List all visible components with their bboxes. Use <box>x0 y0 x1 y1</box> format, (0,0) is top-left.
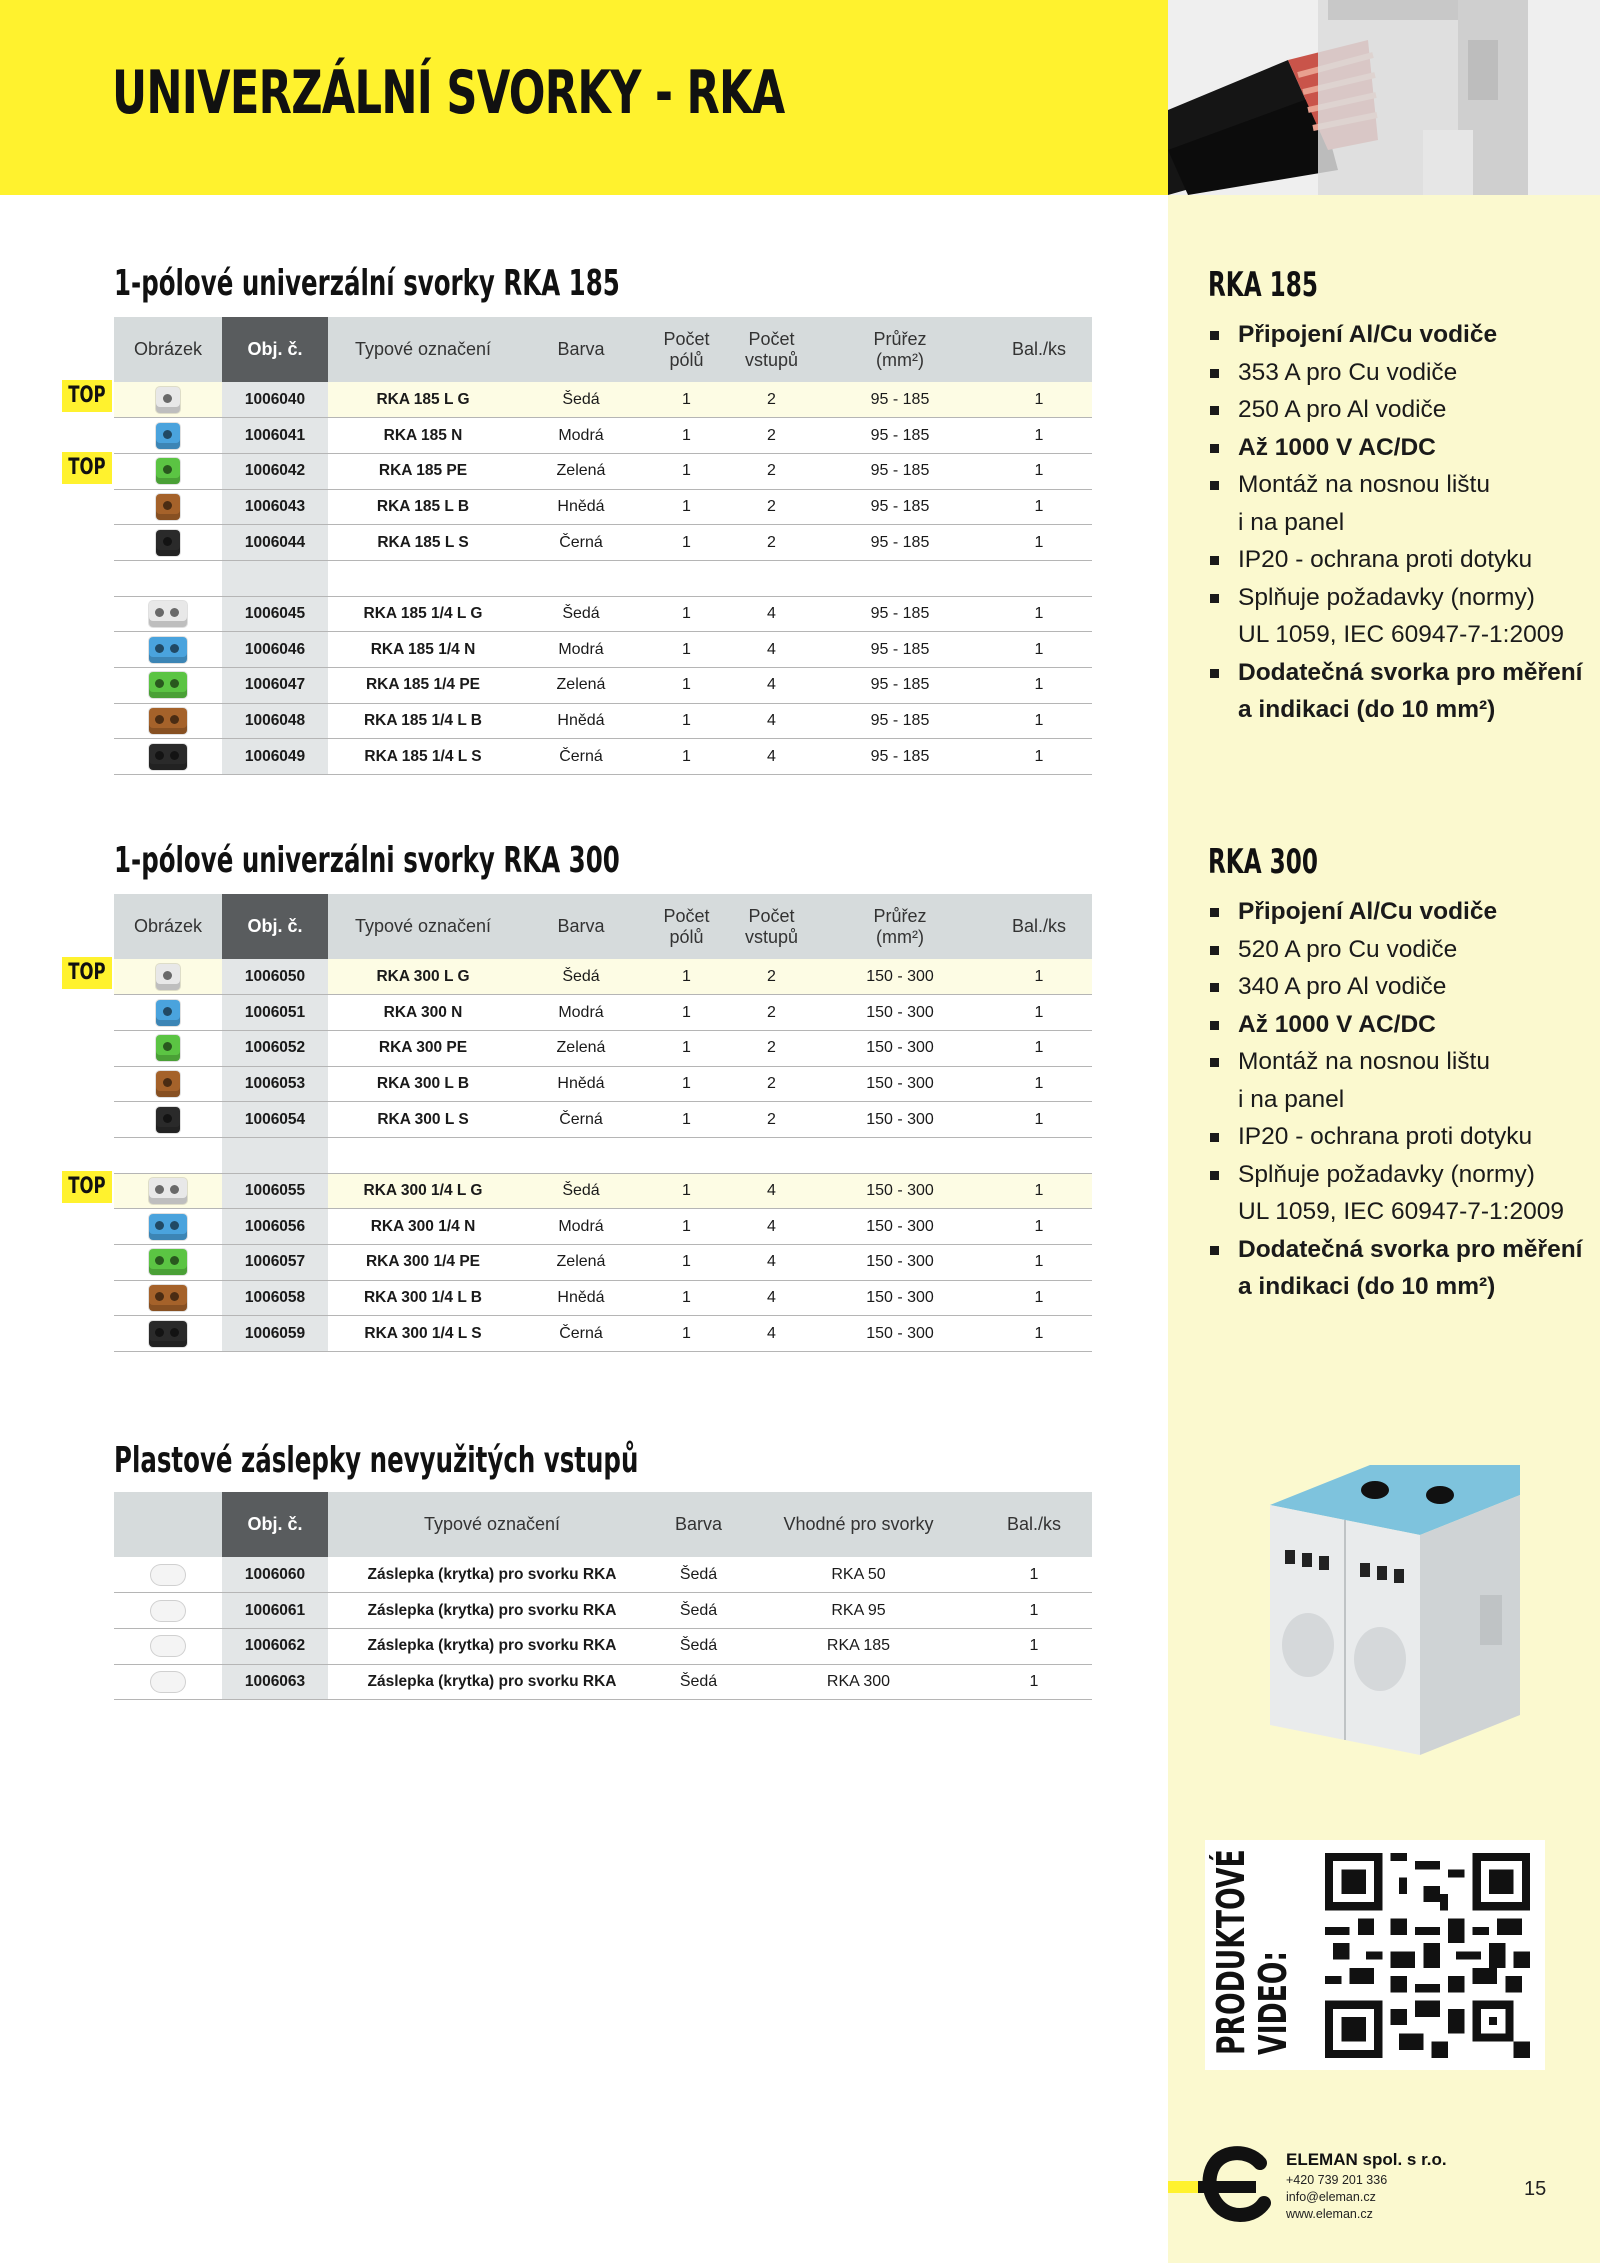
cell-pack: 1 <box>986 418 1092 454</box>
product-thumbnail <box>114 418 222 454</box>
product-thumbnail <box>114 1030 222 1066</box>
caps-section-title: Plastové záslepky nevyužitých vstupů <box>114 1440 639 1481</box>
table-row <box>114 1664 1092 1700</box>
cell-color: Zelená <box>518 453 644 489</box>
table-row <box>114 596 1092 632</box>
col-type: Typové označení <box>328 894 518 959</box>
table-row <box>114 382 1092 418</box>
cell-color: Šedá <box>518 959 644 995</box>
cell-poles: 1 <box>644 453 729 489</box>
cell-color: Zelená <box>518 668 644 704</box>
spec-item-continuation: i na panel <box>1238 1085 1345 1113</box>
spec-item: IP20 - ochrana proti dotyku <box>1208 1118 1582 1156</box>
table-row <box>114 632 1092 668</box>
cell-type: RKA 185 1/4 L B <box>328 703 518 739</box>
table-row <box>114 1280 1092 1316</box>
company-phone: +420 739 201 336 <box>1286 2173 1388 2187</box>
col-color: Barva <box>656 1492 741 1557</box>
cell-poles: 1 <box>644 1030 729 1066</box>
col-pack: Bal./ks <box>986 894 1092 959</box>
cell-pack: 1 <box>986 1245 1092 1281</box>
col-code: Obj. č. <box>222 317 328 382</box>
cell-color: Hnědá <box>518 1280 644 1316</box>
company-name: ELEMAN spol. s r.o. <box>1286 2150 1447 2169</box>
cell-poles: 1 <box>644 703 729 739</box>
cell-inputs: 4 <box>729 739 814 775</box>
cell-code: 1006046 <box>222 632 328 668</box>
product-thumbnail <box>114 1245 222 1281</box>
table-row <box>114 1593 1092 1629</box>
spec-item: 353 A pro Cu vodiče <box>1208 354 1582 392</box>
rka185-spec-title: RKA 185 <box>1208 265 1318 305</box>
cell-type: RKA 300 N <box>328 995 518 1031</box>
col-type: Typové označení <box>328 1492 656 1557</box>
cell-cross-section: 95 - 185 <box>814 418 986 454</box>
cell-cross-section: 95 - 185 <box>814 632 986 668</box>
cell-cross-section: 95 - 185 <box>814 525 986 561</box>
cell-inputs: 4 <box>729 632 814 668</box>
rka300-spec-title: RKA 300 <box>1208 842 1318 882</box>
cell-poles: 1 <box>644 632 729 668</box>
product-thumbnail <box>114 1593 222 1629</box>
product-thumbnail <box>114 596 222 632</box>
cell-code: 1006048 <box>222 703 328 739</box>
product-thumbnail <box>114 1280 222 1316</box>
cell-type: RKA 300 1/4 L B <box>328 1280 518 1316</box>
table-row <box>114 1102 1092 1138</box>
cell-code: 1006062 <box>222 1628 328 1664</box>
col-color: Barva <box>518 317 644 382</box>
cell-type: RKA 185 PE <box>328 453 518 489</box>
cell-color: Šedá <box>656 1628 741 1664</box>
cell-type: Záslepka (krytka) pro svorku RKA <box>328 1628 656 1664</box>
col-type: Typové označení <box>328 317 518 382</box>
cell-cross-section: 150 - 300 <box>814 1245 986 1281</box>
cell-inputs: 4 <box>729 1316 814 1352</box>
table-row <box>114 418 1092 454</box>
cell-inputs: 4 <box>729 703 814 739</box>
cell-color: Šedá <box>518 596 644 632</box>
cell-type: RKA 300 1/4 PE <box>328 1245 518 1281</box>
rka300-table <box>114 894 1092 1352</box>
col-cross-section: Průřez (mm²) <box>814 317 986 382</box>
cell-type: RKA 300 L B <box>328 1066 518 1102</box>
spec-item-continuation: a indikaci (do 10 mm²) <box>1238 696 1496 723</box>
cell-fit: RKA 95 <box>741 1593 976 1629</box>
cell-type: Záslepka (krytka) pro svorku RKA <box>328 1593 656 1629</box>
cell-color: Šedá <box>656 1593 741 1629</box>
product-thumbnail <box>114 1316 222 1352</box>
cell-poles: 1 <box>644 739 729 775</box>
cell-pack: 1 <box>976 1593 1092 1629</box>
top-badge: TOP <box>62 452 112 484</box>
cell-pack: 1 <box>986 668 1092 704</box>
cell-cross-section: 150 - 300 <box>814 1102 986 1138</box>
product-thumbnail <box>114 1557 222 1593</box>
cell-poles: 1 <box>644 668 729 704</box>
cell-poles: 1 <box>644 1102 729 1138</box>
spec-item: Připojení Al/Cu vodiče <box>1208 893 1582 931</box>
cell-inputs: 4 <box>729 1245 814 1281</box>
cell-pack: 1 <box>986 1280 1092 1316</box>
cell-pack: 1 <box>986 525 1092 561</box>
product-thumbnail <box>114 1066 222 1102</box>
cell-code: 1006060 <box>222 1557 328 1593</box>
spec-item: 250 A pro Al vodiče <box>1208 391 1582 429</box>
cell-inputs: 2 <box>729 959 814 995</box>
cell-poles: 1 <box>644 489 729 525</box>
header-product-photo <box>1168 0 1600 195</box>
cell-code: 1006052 <box>222 1030 328 1066</box>
cell-inputs: 4 <box>729 1280 814 1316</box>
cell-type: RKA 300 1/4 L G <box>328 1173 518 1209</box>
cell-color: Hnědá <box>518 703 644 739</box>
product-thumbnail <box>114 1173 222 1209</box>
cell-pack: 1 <box>986 489 1092 525</box>
table-row <box>114 1030 1092 1066</box>
spec-item: Montáž na nosnou lištu <box>1208 1043 1582 1081</box>
cell-pack: 1 <box>986 1209 1092 1245</box>
page-number: 15 <box>1524 2178 1547 2200</box>
cell-inputs: 2 <box>729 1102 814 1138</box>
spec-item: Až 1000 V AC/DC <box>1208 429 1582 467</box>
cell-color: Modrá <box>518 632 644 668</box>
cell-color: Modrá <box>518 1209 644 1245</box>
cell-color: Hnědá <box>518 1066 644 1102</box>
cell-code: 1006047 <box>222 668 328 704</box>
cell-code: 1006050 <box>222 959 328 995</box>
cell-pack: 1 <box>986 1030 1092 1066</box>
cell-code: 1006061 <box>222 1593 328 1629</box>
cell-pack: 1 <box>986 632 1092 668</box>
cell-cross-section: 150 - 300 <box>814 1209 986 1245</box>
col-pack: Bal./ks <box>976 1492 1092 1557</box>
cell-poles: 1 <box>644 596 729 632</box>
cell-color: Šedá <box>518 382 644 418</box>
company-email[interactable]: info@eleman.cz <box>1286 2190 1376 2204</box>
cell-color: Černá <box>518 739 644 775</box>
cell-cross-section: 150 - 300 <box>814 995 986 1031</box>
cell-color: Hnědá <box>518 489 644 525</box>
cell-color: Modrá <box>518 995 644 1031</box>
cell-poles: 1 <box>644 1245 729 1281</box>
product-thumbnail <box>114 1209 222 1245</box>
cell-inputs: 2 <box>729 418 814 454</box>
table-row <box>114 453 1092 489</box>
product-thumbnail <box>114 489 222 525</box>
cell-pack: 1 <box>986 453 1092 489</box>
table-row <box>114 995 1092 1031</box>
spec-item: 520 A pro Cu vodiče <box>1208 931 1582 969</box>
cell-pack: 1 <box>986 382 1092 418</box>
cell-cross-section: 95 - 185 <box>814 453 986 489</box>
cell-type: RKA 300 1/4 L S <box>328 1316 518 1352</box>
cell-poles: 1 <box>644 1280 729 1316</box>
cell-type: RKA 300 L S <box>328 1102 518 1138</box>
product-thumbnail <box>114 1628 222 1664</box>
spec-item-continuation: a indikaci (do 10 mm²) <box>1238 1273 1496 1300</box>
col-color: Barva <box>518 894 644 959</box>
cell-cross-section: 150 - 300 <box>814 1316 986 1352</box>
table-row <box>114 1557 1092 1593</box>
cell-inputs: 4 <box>729 668 814 704</box>
cell-code: 1006045 <box>222 596 328 632</box>
cell-cross-section: 150 - 300 <box>814 1173 986 1209</box>
page-title: UNIVERZÁLNÍ SVORKY - RKA <box>112 58 785 128</box>
cell-code: 1006054 <box>222 1102 328 1138</box>
spec-item: Montáž na nosnou lištu <box>1208 466 1582 504</box>
cell-code: 1006063 <box>222 1664 328 1700</box>
cell-cross-section: 95 - 185 <box>814 596 986 632</box>
col-fit: Vhodné pro svorky <box>741 1492 976 1557</box>
rka185-spec-list <box>1208 316 1582 729</box>
cell-pack: 1 <box>986 1102 1092 1138</box>
cell-code: 1006053 <box>222 1066 328 1102</box>
cell-color: Šedá <box>656 1664 741 1700</box>
cell-code: 1006058 <box>222 1280 328 1316</box>
cell-type: RKA 300 1/4 N <box>328 1209 518 1245</box>
cell-inputs: 2 <box>729 1066 814 1102</box>
spec-item: Připojení Al/Cu vodiče <box>1208 316 1582 354</box>
cell-pack: 1 <box>986 1173 1092 1209</box>
cell-fit: RKA 300 <box>741 1664 976 1700</box>
product-thumbnail <box>114 959 222 995</box>
cell-inputs: 4 <box>729 1173 814 1209</box>
cell-type: RKA 300 PE <box>328 1030 518 1066</box>
cell-inputs: 2 <box>729 382 814 418</box>
cell-type: RKA 300 L G <box>328 959 518 995</box>
cell-cross-section: 95 - 185 <box>814 489 986 525</box>
cell-poles: 1 <box>644 1316 729 1352</box>
col-inputs: Počet vstupů <box>729 317 814 382</box>
cell-poles: 1 <box>644 1173 729 1209</box>
col-image: Obrázek <box>114 894 222 959</box>
cell-inputs: 2 <box>729 525 814 561</box>
col-poles: Počet pólů <box>644 317 729 382</box>
cell-pack: 1 <box>976 1664 1092 1700</box>
table-row <box>114 489 1092 525</box>
cell-color: Černá <box>518 525 644 561</box>
product-thumbnail <box>114 1102 222 1138</box>
rka185-section-title: 1-pólové univerzální svorky RKA 185 <box>114 263 620 304</box>
cell-poles: 1 <box>644 995 729 1031</box>
cell-type: Záslepka (krytka) pro svorku RKA <box>328 1557 656 1593</box>
col-code: Obj. č. <box>222 1492 328 1557</box>
cell-pack: 1 <box>976 1628 1092 1664</box>
spec-item-continuation: UL 1059, IEC 60947-7-1:2009 <box>1238 1198 1564 1225</box>
cell-code: 1006059 <box>222 1316 328 1352</box>
rka300-section-title: 1-pólové univerzálni svorky RKA 300 <box>114 840 620 881</box>
cell-code: 1006043 <box>222 489 328 525</box>
cell-inputs: 4 <box>729 1209 814 1245</box>
cell-poles: 1 <box>644 418 729 454</box>
spec-item: Splňuje požadavky (normy) <box>1208 579 1582 617</box>
cell-code: 1006040 <box>222 382 328 418</box>
cell-cross-section: 95 - 185 <box>814 382 986 418</box>
cell-type: RKA 185 1/4 N <box>328 632 518 668</box>
eleman-logo <box>1168 2145 1276 2229</box>
cell-poles: 1 <box>644 1066 729 1102</box>
cell-cross-section: 150 - 300 <box>814 1030 986 1066</box>
cell-code: 1006041 <box>222 418 328 454</box>
cell-cross-section: 150 - 300 <box>814 1280 986 1316</box>
top-badge: TOP <box>62 380 112 412</box>
cell-code: 1006042 <box>222 453 328 489</box>
cell-cross-section: 95 - 185 <box>814 739 986 775</box>
cell-cross-section: 95 - 185 <box>814 703 986 739</box>
cell-poles: 1 <box>644 525 729 561</box>
cell-pack: 1 <box>986 995 1092 1031</box>
spec-item: IP20 - ochrana proti dotyku <box>1208 541 1582 579</box>
table-spacer-row <box>114 560 1092 596</box>
cell-cross-section: 150 - 300 <box>814 959 986 995</box>
cell-pack: 1 <box>986 703 1092 739</box>
table-row <box>114 525 1092 561</box>
cell-code: 1006051 <box>222 995 328 1031</box>
cell-code: 1006044 <box>222 525 328 561</box>
caps-table <box>114 1492 1092 1700</box>
table-row <box>114 703 1092 739</box>
product-thumbnail <box>114 995 222 1031</box>
cell-poles: 1 <box>644 382 729 418</box>
rka300-spec-list <box>1208 893 1582 1306</box>
table-row <box>114 1316 1092 1352</box>
col-poles: Počet pólů <box>644 894 729 959</box>
cell-inputs: 2 <box>729 453 814 489</box>
cell-cross-section: 95 - 185 <box>814 668 986 704</box>
table-row <box>114 1173 1092 1209</box>
video-label: PRODUKTOVÉ VIDEO: <box>1209 1849 1295 2055</box>
spec-item: Dodatečná svorka pro měření <box>1208 654 1582 692</box>
cell-fit: RKA 185 <box>741 1628 976 1664</box>
table-row <box>114 1245 1092 1281</box>
cell-inputs: 2 <box>729 995 814 1031</box>
cell-color: Šedá <box>656 1557 741 1593</box>
cell-inputs: 2 <box>729 489 814 525</box>
cell-pack: 1 <box>986 1066 1092 1102</box>
cell-code: 1006049 <box>222 739 328 775</box>
spec-item: Splňuje požadavky (normy) <box>1208 1156 1582 1194</box>
top-badge: TOP <box>62 1171 112 1203</box>
table-row <box>114 959 1092 995</box>
product-thumbnail <box>114 703 222 739</box>
cell-color: Modrá <box>518 418 644 454</box>
qr-code[interactable] <box>1325 1853 1530 2058</box>
spec-item: Až 1000 V AC/DC <box>1208 1006 1582 1044</box>
cell-pack: 1 <box>986 959 1092 995</box>
spec-item: 340 A pro Al vodiče <box>1208 968 1582 1006</box>
company-website[interactable]: www.eleman.cz <box>1286 2207 1373 2221</box>
col-inputs: Počet vstupů <box>729 894 814 959</box>
cell-code: 1006057 <box>222 1245 328 1281</box>
product-thumbnail <box>114 632 222 668</box>
cell-type: Záslepka (krytka) pro svorku RKA <box>328 1664 656 1700</box>
product-thumbnail <box>114 739 222 775</box>
cell-color: Černá <box>518 1102 644 1138</box>
cell-type: RKA 185 1/4 PE <box>328 668 518 704</box>
col-code: Obj. č. <box>222 894 328 959</box>
cell-code: 1006056 <box>222 1209 328 1245</box>
table-row <box>114 739 1092 775</box>
cell-type: RKA 185 N <box>328 418 518 454</box>
cell-poles: 1 <box>644 1209 729 1245</box>
cell-color: Zelená <box>518 1030 644 1066</box>
product-thumbnail <box>114 453 222 489</box>
table-spacer-row <box>114 1137 1092 1173</box>
cell-inputs: 4 <box>729 596 814 632</box>
table-row <box>114 668 1092 704</box>
product-thumbnail <box>114 1664 222 1700</box>
cell-fit: RKA 50 <box>741 1557 976 1593</box>
cell-cross-section: 150 - 300 <box>814 1066 986 1102</box>
col-pack: Bal./ks <box>986 317 1092 382</box>
product-render-image <box>1230 1435 1540 1765</box>
spec-item: Dodatečná svorka pro měření <box>1208 1231 1582 1269</box>
cell-pack: 1 <box>986 739 1092 775</box>
cell-pack: 1 <box>986 1316 1092 1352</box>
cell-pack: 1 <box>976 1557 1092 1593</box>
cell-type: RKA 185 L B <box>328 489 518 525</box>
cell-color: Černá <box>518 1316 644 1352</box>
cell-poles: 1 <box>644 959 729 995</box>
product-thumbnail <box>114 525 222 561</box>
cell-color: Šedá <box>518 1173 644 1209</box>
spec-item-continuation: UL 1059, IEC 60947-7-1:2009 <box>1238 621 1564 648</box>
table-row <box>114 1628 1092 1664</box>
rka185-table <box>114 317 1092 775</box>
product-thumbnail <box>114 382 222 418</box>
table-row <box>114 1066 1092 1102</box>
top-badge: TOP <box>62 957 112 989</box>
spec-item-continuation: i na panel <box>1238 508 1345 536</box>
cell-type: RKA 185 1/4 L S <box>328 739 518 775</box>
cell-inputs: 2 <box>729 1030 814 1066</box>
cell-type: RKA 185 L S <box>328 525 518 561</box>
product-thumbnail <box>114 668 222 704</box>
cell-type: RKA 185 1/4 L G <box>328 596 518 632</box>
col-image: Obrázek <box>114 317 222 382</box>
table-row <box>114 1209 1092 1245</box>
col-cross-section: Průřez (mm²) <box>814 894 986 959</box>
cell-type: RKA 185 L G <box>328 382 518 418</box>
cell-color: Zelená <box>518 1245 644 1281</box>
cell-pack: 1 <box>986 596 1092 632</box>
col-image <box>114 1492 222 1557</box>
cell-code: 1006055 <box>222 1173 328 1209</box>
